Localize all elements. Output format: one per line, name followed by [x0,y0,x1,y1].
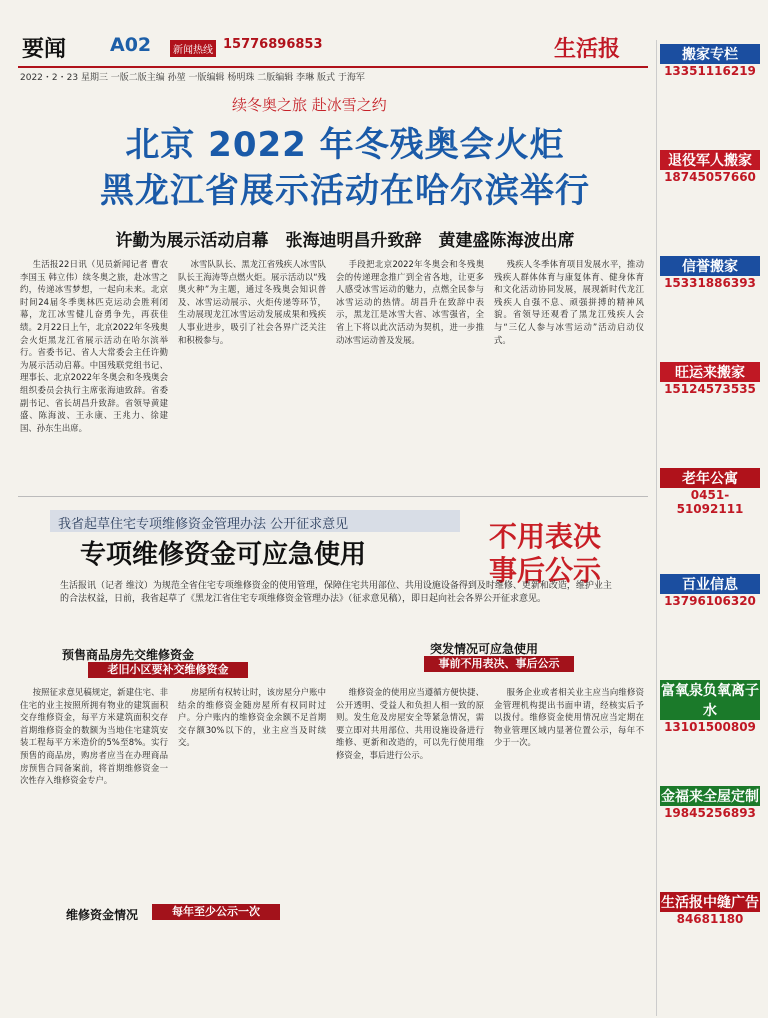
section-name: 要闻 [22,37,67,62]
ad-phone: 13101500809 [664,720,756,734]
ad-title: 信誉搬家 [660,256,760,276]
lead-column-2 [178,258,326,490]
ad-block [660,786,760,886]
headline-line-2: 黑龙江省展示活动在哈尔滨举行 [100,171,590,211]
lead-column-3 [336,258,484,490]
ad-phone: 13351116219 [664,64,756,78]
ad-phone: 15331886393 [664,276,756,290]
ad-title: 搬家专栏 [660,44,760,64]
feature-column-1 [20,686,168,898]
section-1-head: 预售商品房先交维修资金 [62,648,195,662]
lead-paragraph: 生活报22日讯（见员新闻记者 曹农 李国玉 韩立伟）续冬奥之旅，赴冰雪之约，传递冰雪梦想，一起向未来。北京时间24届冬季奥林匹克运动会胜利闭幕，龙江冰雪健儿奋勇争先，再获佳绩。2月22日上午，北京2022年冬残奥会火炬黑龙江省展示活动在哈尔滨举行。省委书记、省人大常委会主任许勤为展示活动启幕。中国残联党组书记、理事长、北京2022年冬奥会和冬残奥会组织委员会执行主席张海迪致辞。省委副书记、省长胡昌升致辞。省领导黄建盛、陈海波、王永康、王兆力、徐建国、孙东生出席。 [20,259,168,433]
feature-band-text: 我省起草住宅专项维修资金管理办法 公开征求意见 [58,517,349,532]
feature-column-3 [336,686,484,1006]
ad-title: 金福来全屋定制 [660,786,760,806]
lead-headline [40,122,650,214]
lead-paragraph: 残疾人冬季体育项目发展水平，推动残疾人群体体育与康复体育、健身体育和文化活动协同发展，展现新时代龙江残疾人自强不息、顽强拼搏的精神风貌。省领导还观看了黑龙江残疾人会与“三亿人参与冰雪运动”活动启动仪式。 [494,259,644,345]
ad-phone: 15124573535 [664,382,756,396]
section-2-bar: 事前不用表决、事后公示 [424,656,574,672]
ad-title: 生活报中缝广告 [660,892,760,912]
feature-paragraph: 按照征求意见稿规定，新建住宅、非住宅的业主按照所拥有物业的建筑面积交存维修资金，每平方米建筑面积交存首期维修资金的数额为当地住宅建筑安装工程每平方米造价的5%至8%。实行预售的商品房，购房者应当在办理商品房预售合同备案前，将首期维修资金一次性存入维修资金专户。 [20,687,168,786]
feature-paragraph: 房屋所有权转让时，该房屋分户账中结余的维修资金随房屋所有权同时过户。分户账内的维修资金余额不足首期交存额30%以下的，业主应当及时续交。 [178,687,326,748]
feature-tag-line-1: 不用表决 [488,520,601,553]
ad-phone: 84681180 [676,912,744,926]
feature-tag-line-2: 事后公示 [488,554,601,587]
ad-phone: 18745057660 [664,170,756,184]
ad-block [660,150,760,250]
hotline-number: 15776896853 [223,37,323,52]
ad-title: 旺运来搬家 [660,362,760,382]
ad-title: 百业信息 [660,574,760,594]
ad-block [660,680,760,780]
lead-column-1 [20,258,168,490]
section-3-bar: 每年至少公示一次 [152,904,280,920]
ad-block [660,362,760,462]
section-divider [18,496,648,497]
feature-headline: 专项维修资金可应急使用 [80,540,367,570]
lead-kicker: 续冬奥之旅 赴冰雪之约 [232,96,387,114]
ad-title: 退役军人搬家 [660,150,760,170]
masthead [18,30,648,68]
lead-paragraph: 冰雪队队长、黑龙江省残疾人冰雪队队长王海涛等点燃火炬。展示活动以“残奥火种”为主题，通过冬残奥会知识普及、冰雪运动展示、火炬传递等环节，生动展现龙江冰雪运动发展成果和残疾人事业进步，吸引了社会各界广泛关注和积极参与。 [178,259,326,345]
ad-block [660,468,760,568]
ad-block [660,256,760,356]
feature-column-4 [494,686,644,1006]
ad-title: 富氧泉负氧离子水 [660,680,760,720]
issue-meta: 2022・2・23 星期三 一版二版主编 孙堃 一版编辑 杨明珠 二版编辑 李琳 版式 于海军 [20,73,365,83]
headline-line-1: 北京 2022 年冬残奥会火炬 [125,125,565,165]
ad-phone: 19845256893 [664,806,756,820]
ad-phone: 13796106320 [664,594,756,608]
lead-subhead: 许勤为展示活动启幕 张海迪明昌升致辞 黄建盛陈海波出席 [115,231,575,251]
newspaper-logo: 生活报 [554,36,621,62]
ad-block [660,44,760,144]
page-number: A02 [110,34,152,56]
ad-block [660,892,760,992]
section-1-bar: 老旧小区要补交维修资金 [88,662,248,678]
section-2-head: 突发情况可应急使用 [430,642,539,656]
section-3-head: 维修资金情况 [66,908,139,922]
feature-column-2 [178,686,326,898]
ad-phone: 0451-51092111 [676,488,744,516]
lead-paragraph: 手段把北京2022年冬奥会和冬残奥会的传递理念推广到全省各地，让更多人感受冰雪运动的魅力，点燃全民参与冰雪运动的热情。胡昌升在致辞中表示，黑龙江是冰雪大省、冰雪强省，全省上下将以此次活动为契机，进一步推动冰雪运动普及发展。 [336,259,484,345]
feature-paragraph: 服务企业或者相关业主应当向维修资金管理机构提出书面申请，经核实后予以拨付。维修资金使用情况应当定期在物业管理区域内显著位置公示，每年不少于一次。 [494,687,644,748]
feature-tag [456,520,634,588]
hotline-label: 新闻热线 [170,40,216,57]
ad-block [660,574,760,674]
lead-column-4 [494,258,644,490]
feature-summary: 生活报讯（记者 维汶）为规范全省住宅专项维修资金的使用管理，保障住宅共用部位、共用设施设备得到及时维修、更新和改造，维护业主的合法权益，日前，我省起草了《黑龙江省住宅专项维修资金管理办法》（征求意见稿），即日起向社会各界公开征求意见。 [60,581,612,604]
ad-title: 老年公寓 [660,468,760,488]
feature-paragraph: 维修资金的使用应当遵循方便快捷、公开透明、受益人和负担人相一致的原则。发生危及房屋安全等紧急情况，需要立即对共用部位、共用设施设备进行维修、更新和改造的，可以先行使用维修资金，事后进行公示。 [336,687,484,760]
